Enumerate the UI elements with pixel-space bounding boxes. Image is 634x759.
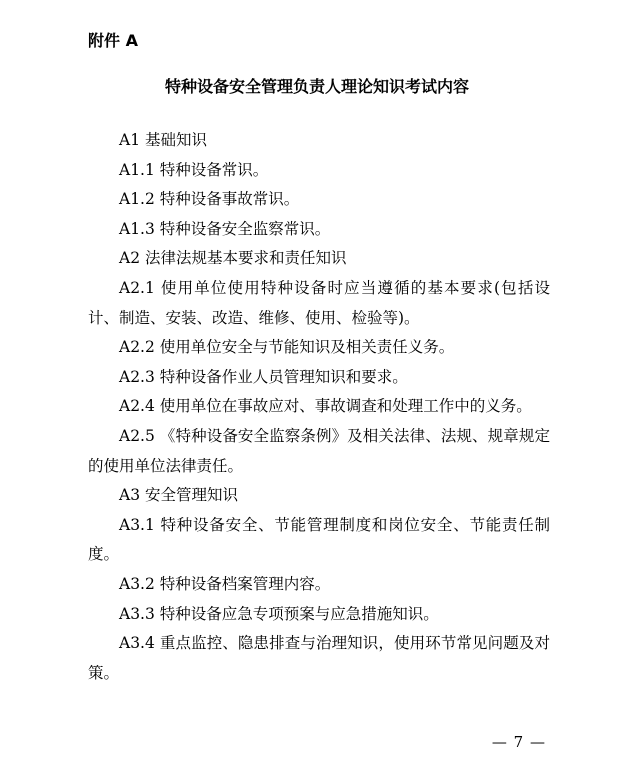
item-a2-4: A2.4 使用单位在事故应对、事故调查和处理工作中的义务。 [119, 397, 532, 416]
item-a3-1: A3.1 特种设备安全、节能管理制度和岗位安全、节能责任制度。 [88, 515, 550, 564]
item-a2-3: A2.3 特种设备作业人员管理知识和要求。 [119, 367, 408, 386]
document-body [88, 126, 550, 688]
item-a3-3: A3.3 特种设备应急专项预案与应急措施知识。 [119, 604, 439, 623]
item-a1-3: A1.3 特种设备安全监察常识。 [119, 219, 331, 238]
section-heading-a3: A3 安全管理知识 [119, 486, 238, 505]
section-heading-a1: A1 基础知识 [119, 131, 207, 149]
item-a1-1: A1.1 特种设备常识。 [119, 160, 269, 179]
item-a2-5: A2.5 《特种设备安全监察条例》及相关法律、法规、规章规定的使用单位法律责任。 [88, 426, 550, 475]
item-a3-2: A3.2 特种设备档案管理内容。 [119, 574, 331, 593]
item-a3-4: A3.4 重点监控、隐患排查与治理知识，使用环节常见问题及对策。 [88, 634, 550, 682]
page-number: — 7 — [491, 733, 546, 751]
item-a1-2: A1.2 特种设备事故常识。 [119, 190, 300, 209]
section-heading-a2: A2 法律法规基本要求和责任知识 [119, 249, 347, 268]
item-a2-2: A2.2 使用单位安全与节能知识及相关责任义务。 [119, 338, 455, 357]
attachment-label: 附件 A [88, 31, 138, 50]
item-a2-1: A2.1 使用单位使用特种设备时应当遵循的基本要求(包括设计、制造、安装、改造、维修、使用、检验等)。 [88, 278, 550, 327]
document-title: 特种设备安全管理负责人理论知识考试内容 [164, 77, 469, 96]
